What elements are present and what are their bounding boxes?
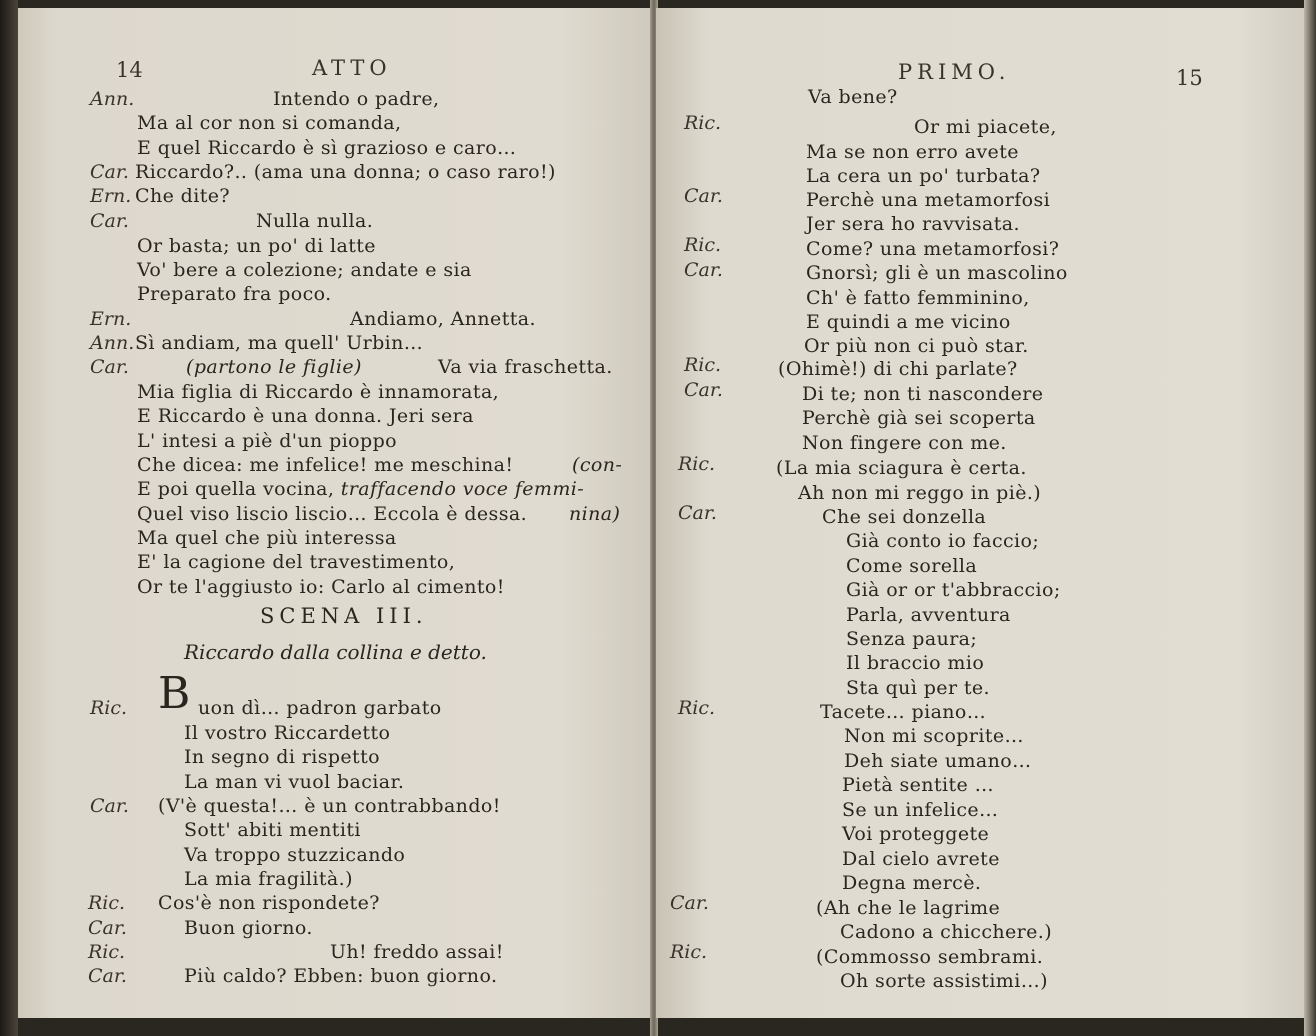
verse-line: Il vostro Riccardetto [184, 722, 391, 744]
verse-line: E Riccardo è una donna. Jeri sera [137, 405, 474, 427]
speaker-car: Car. [90, 161, 129, 183]
speaker-ric: Ric. [670, 941, 708, 963]
speaker-ann: Ann. [90, 88, 135, 110]
verse-line: Perchè una metamorfosi [806, 189, 1051, 211]
verse-line: E quel Riccardo è sì grazioso e caro… [137, 137, 517, 159]
speaker-ric: Ric. [678, 453, 716, 475]
verse-line: Dal cielo avrete [842, 848, 1000, 870]
verse-line: Già conto io faccio; [846, 530, 1040, 552]
verse-line: Ma quel che più interessa [137, 527, 397, 549]
verse-line: Perchè già sei scoperta [802, 407, 1036, 429]
speaker-ern: Ern. [90, 185, 132, 207]
verse-line: Nulla nulla. [256, 210, 374, 232]
verse-line: Non mi scoprite… [844, 725, 1024, 747]
verse-line: Ma al cor non si comanda, [137, 112, 402, 134]
verse-line: Come sorella [846, 555, 978, 577]
book-edge-right [1304, 0, 1316, 1036]
verse-line: (V'è questa!… è un contrabbando! [158, 795, 501, 817]
verse-line: Or te l'aggiusto io: Carlo al cimento! [137, 576, 505, 598]
speaker-car: Car. [684, 185, 723, 207]
verse-line: La man vi vuol baciar. [184, 771, 405, 793]
verse-line: Or mi piacete, [914, 116, 1057, 138]
verse-line: Buon giorno. [184, 917, 313, 939]
verse-line: (Ohimè!) di chi parlate? [778, 358, 1018, 380]
scene-title: SCENA III. [260, 604, 428, 628]
verse-line: La mia fragilità.) [184, 868, 353, 890]
verse-line: E quindi a me vicino [806, 311, 1011, 333]
speaker-car: Car. [88, 917, 127, 939]
verse-line: Più caldo? Ebben: buon giorno. [184, 965, 498, 987]
stage-direction: traffacendo voce femmi- [340, 478, 585, 500]
verse-line: Ah non mi reggo in piè.) [798, 482, 1042, 504]
verse-line: Or basta; un po' di latte [137, 235, 376, 257]
page-number: 14 [116, 58, 143, 82]
running-header: ATTO [312, 56, 392, 80]
right-page [656, 8, 1304, 1018]
verse-line: Che dicea: me infelice! me meschina! [137, 454, 514, 476]
speaker-ric: Ric. [90, 697, 128, 719]
running-header: PRIMO. [898, 60, 1011, 84]
verse-line [137, 478, 584, 500]
speaker-car: Car. [88, 965, 127, 987]
speaker-car: Car. [684, 259, 723, 281]
scene-setting: Riccardo dalla collina e detto. [184, 640, 487, 664]
verse-line: Come? una metamorfosi? [806, 238, 1060, 260]
speaker-ric: Ric. [678, 697, 716, 719]
verse-line: Riccardo?.. (ama una donna; o caso raro!) [135, 161, 556, 183]
speaker-car: Car. [684, 379, 723, 401]
verse-line: Ch' è fatto femminino, [806, 287, 1030, 309]
verse-line: Jer sera ho ravvisata. [806, 213, 1020, 235]
stage-direction: (partono le figlie) [186, 356, 362, 378]
page-number: 15 [1176, 66, 1203, 90]
verse-line: Oh sorte assistimi…) [840, 970, 1048, 992]
verse-line: Voi proteggete [842, 823, 990, 845]
speaker-car: Car. [90, 356, 129, 378]
speaker-car: Car. [678, 502, 717, 524]
verse-line: Va bene? [808, 86, 898, 108]
verse-line: Non fingere con me. [802, 432, 1007, 454]
verse-line: Che dite? [135, 185, 230, 207]
speaker-car: Car. [670, 892, 709, 914]
verse-line: Preparato fra poco. [137, 283, 332, 305]
verse-line: Il braccio mio [846, 652, 985, 674]
verse-line: Mia figlia di Riccardo è innamorata, [137, 381, 500, 403]
verse-line: Gnorsì; gli è un mascolino [806, 262, 1068, 284]
verse-line: (Commosso sembrami. [816, 946, 1044, 968]
speaker-ric: Ric. [684, 112, 722, 134]
verse-line: Va troppo stuzzicando [184, 844, 406, 866]
verse-line: Già or or t'abbraccio; [846, 579, 1061, 601]
verse-line: Vo' bere a colezione; andate e sia [137, 259, 472, 281]
speaker-ric: Ric. [684, 354, 722, 376]
stage-direction: (con- [572, 454, 623, 476]
left-page [18, 8, 654, 1018]
verse-line: Andiamo, Annetta. [350, 308, 536, 330]
verse-text: E poi quella vocina, [137, 478, 341, 500]
speaker-car: Car. [90, 210, 129, 232]
verse-line: Senza paura; [846, 628, 978, 650]
drop-cap: B [158, 668, 191, 719]
speaker-ric: Ric. [88, 892, 126, 914]
verse-line: In segno di rispetto [184, 746, 380, 768]
speaker-ric: Ric. [88, 941, 126, 963]
verse-line: Cadono a chicchere.) [840, 921, 1053, 943]
speaker-ann: Ann. [90, 332, 135, 354]
verse-line: Se un infelice… [842, 799, 999, 821]
verse-line: Parla, avventura [846, 604, 1011, 626]
verse-line: Cos'è non rispondete? [158, 892, 380, 914]
speaker-car: Car. [90, 795, 129, 817]
verse-line: Degna mercè. [842, 872, 982, 894]
verse-line: Uh! freddo assai! [330, 941, 504, 963]
verse-line: Deh siate umano… [844, 750, 1032, 772]
book-edge-left [0, 0, 18, 1036]
speaker-ric: Ric. [684, 234, 722, 256]
verse-line: Va via fraschetta. [438, 356, 613, 378]
verse-line: Pietà sentite … [842, 774, 994, 796]
speaker-ern: Ern. [90, 308, 132, 330]
verse-line: uon dì… padron garbato [198, 697, 442, 719]
stage-direction: nina) [569, 503, 621, 525]
verse-line: Intendo o padre, [273, 88, 440, 110]
verse-line: E' la cagione del travestimento, [137, 551, 456, 573]
verse-line: Sta quì per te. [846, 677, 990, 699]
verse-line: Di te; non ti nascondere [802, 383, 1044, 405]
verse-line: Tacete… piano… [820, 701, 987, 723]
verse-line: Quel viso liscio liscio… Eccola è dessa. [137, 503, 528, 525]
verse-line: Che sei donzella [822, 506, 987, 528]
verse-line: (Ah che le lagrime [816, 897, 1001, 919]
verse-line: Sì andiam, ma quell' Urbin… [135, 332, 424, 354]
verse-line: Sott' abiti mentiti [184, 819, 361, 841]
verse-line: (La mia sciagura è certa. [776, 457, 1027, 479]
verse-line: Ma se non erro avete [806, 141, 1019, 163]
verse-line: L' intesi a piè d'un pioppo [137, 430, 397, 452]
verse-line: La cera un po' turbata? [806, 165, 1041, 187]
verse-line: Or più non ci può star. [804, 335, 1029, 357]
